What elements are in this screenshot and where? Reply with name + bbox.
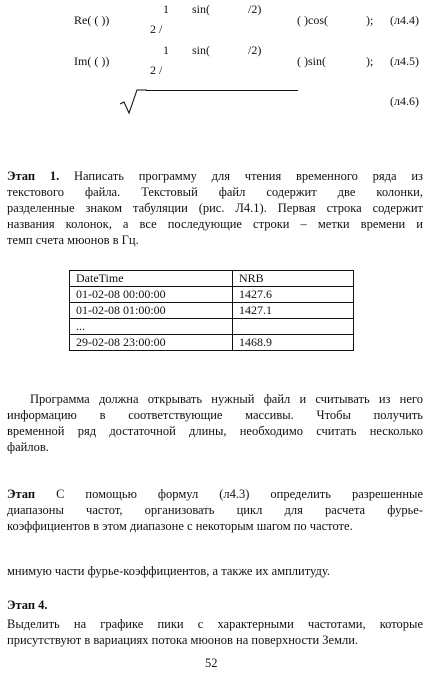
stage1-line-4: названия колонок, а все последующие строки – метки времени и: [7, 217, 423, 231]
formula-im-frac-den: 2 /: [150, 63, 163, 77]
sqrt-overline: [146, 90, 298, 91]
stage1-line-5: темп счета мюонов в Гц.: [7, 233, 139, 247]
formula-re-tail: ( )cos(: [297, 13, 328, 27]
formula-stage-heading: Этап: [7, 487, 36, 501]
page-number: 52: [205, 656, 218, 670]
formula-im-sin-close: /2): [248, 43, 262, 57]
formula-im-number: (л4.5): [390, 54, 419, 68]
formula-stage-line-2: диапазоны частот, организовать цикл для расчета фурье-: [7, 503, 423, 517]
file-line-1: Программа должна открывать нужный файл и считывать из него: [30, 392, 423, 406]
table-row: [70, 287, 354, 303]
stage1-heading: Этап 1.: [7, 169, 60, 183]
file-line-3: временной ряд достаточной длины, необходимо считать несколько: [7, 424, 423, 438]
formula-im-tail: ( )sin(: [297, 54, 326, 68]
table-cell: ...: [70, 319, 233, 335]
formula-re-number: (л4.4): [390, 13, 419, 27]
stage1-line-1: Этап 1. Написать программу для чтения временного ряда из: [7, 169, 423, 183]
stage1-line-2: текстового файла. Текстовый файл содержит две колонки,: [7, 185, 423, 199]
formula-re-sin-close: /2): [248, 2, 262, 16]
formula-im-sin: sin(: [192, 43, 210, 57]
formula-re-tail-close: );: [366, 13, 374, 27]
formula-re-frac-num: 1: [163, 2, 169, 16]
timeseries-table: [69, 270, 354, 351]
table-header-cell: DateTime: [70, 271, 233, 287]
table-row: [70, 271, 354, 287]
formula-re-frac-den: 2 /: [150, 22, 163, 36]
formula-stage-line-1: Этап С помощью формул (л4.3) определить разрешенные: [7, 487, 423, 501]
formula-im-tail-close: );: [366, 54, 374, 68]
table-cell: 1427.6: [233, 287, 354, 303]
formula-stage-line-3: коэффициентов в этом диапазоне с некоторым шагом по частоте.: [7, 519, 353, 533]
file-line-2: информацию в соответствующие массивы. Чтобы получить: [7, 408, 423, 422]
table-cell: 01-02-08 01:00:00: [70, 303, 233, 319]
table-cell: 1427.1: [233, 303, 354, 319]
table-row: [70, 335, 354, 351]
table-cell: 01-02-08 00:00:00: [70, 287, 233, 303]
stage4-heading: Этап 4.: [7, 598, 48, 612]
file-line-4: файлов.: [7, 440, 49, 454]
formula-re-lhs: Re( ( )): [74, 13, 110, 27]
table-row: [70, 319, 354, 335]
table-cell: [233, 319, 354, 335]
formula-sqrt-number: (л4.6): [390, 94, 419, 108]
stage1-line-3: разделенные знаком табуляции (рис. Л4.1). Первая строка содержит: [7, 201, 423, 215]
stage4-line-2: присутствуют в вариациях потока мюонов на поверхности Земли.: [7, 633, 359, 647]
sqrt-sign: [118, 88, 148, 116]
stage4-line-1: Выделить на графике пики с характерными частотами, которые: [7, 617, 423, 631]
table-header-cell: NRB: [233, 271, 354, 287]
formula-re-sin: sin(: [192, 2, 210, 16]
imag-line: мнимую части фурье-коэффициентов, а также их амплитуду.: [7, 564, 330, 578]
formula-im-lhs: Im( ( )): [74, 54, 110, 68]
table-cell: 29-02-08 23:00:00: [70, 335, 233, 351]
formula-im-frac-num: 1: [163, 43, 169, 57]
table-cell: 1468.9: [233, 335, 354, 351]
table-row: [70, 303, 354, 319]
